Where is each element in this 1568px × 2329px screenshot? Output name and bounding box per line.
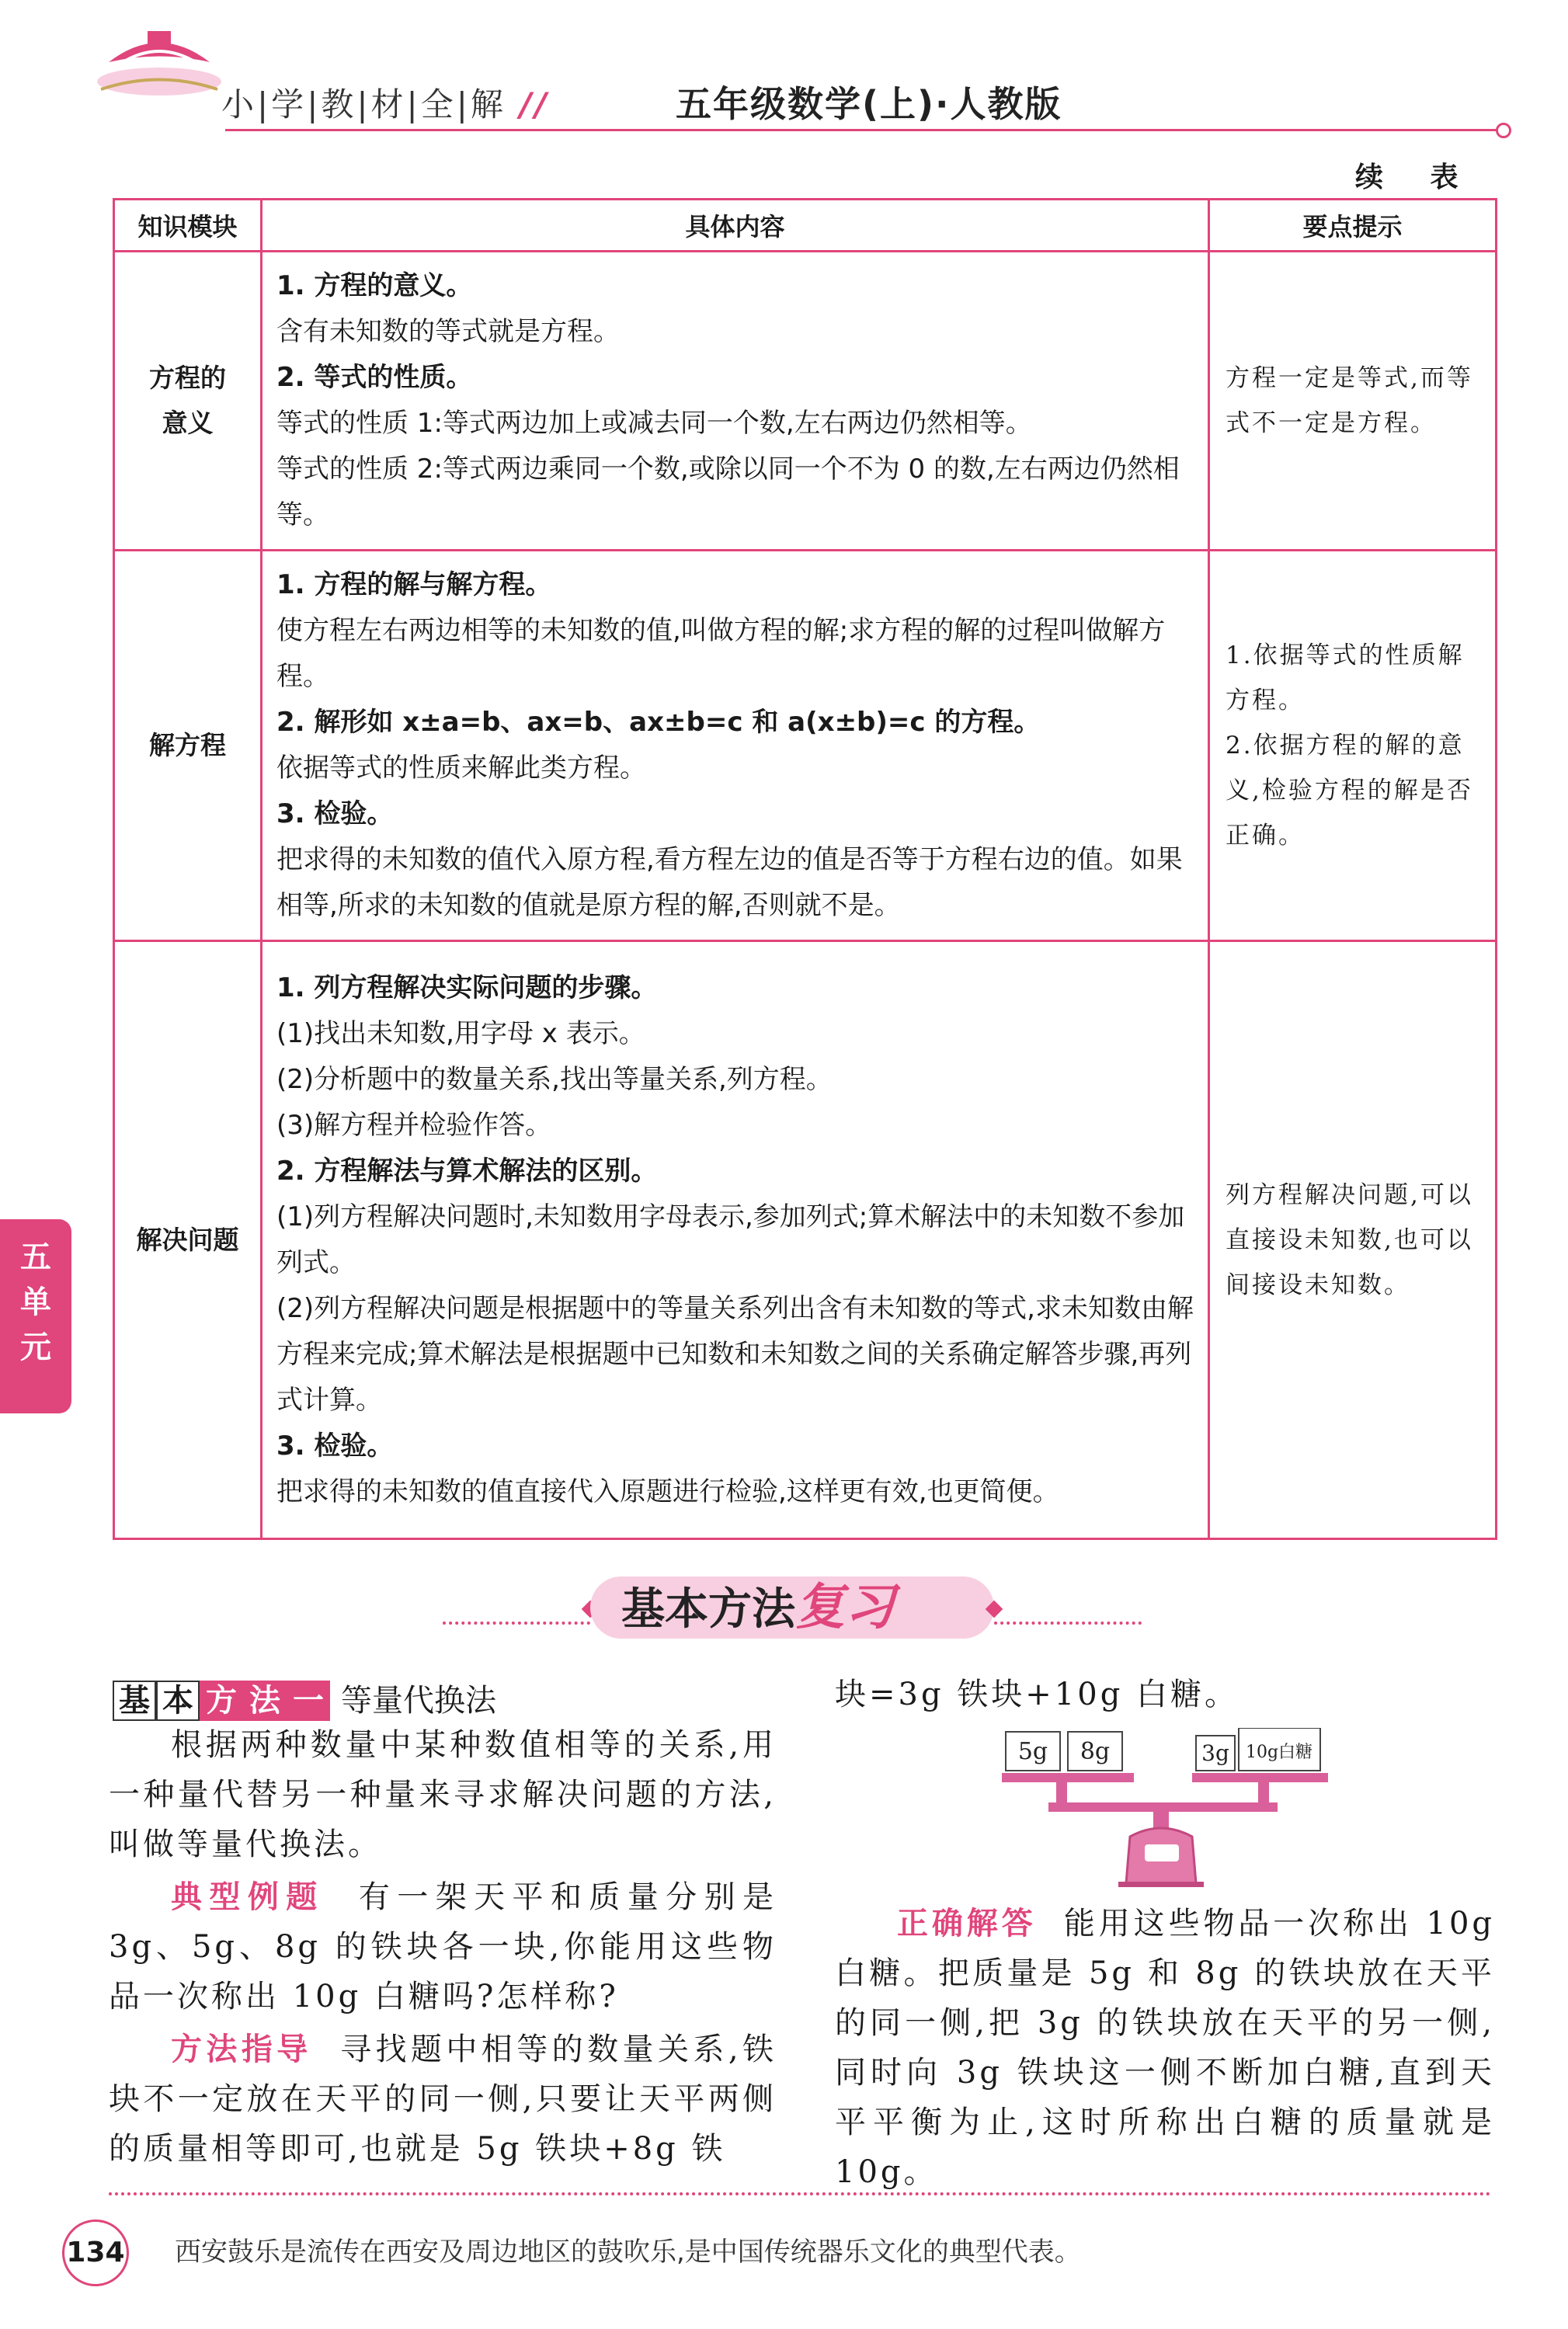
section-title: 基本方法复习 (621, 1579, 895, 1636)
content-cell: 1. 列方程解决实际问题的步骤。 (1)找出未知数,用字母 x 表示。 (2)分析题中的数量关系,找出等量关系,列方程。 (3)解方程并检验作答。 2. 方程解法与算术解法的区别。 (1)列方程解决问题时,未知数用字母表示,参加列式;算术解法中的未知数不参加列式。 (2)列方程解决问题是根据题中的等量关系列出含有未知数的等式,求未知数由解方程来完成;算术解法是根据题中已知数和未知数之间的关系确定解答步骤,再列式计算。 3. 检验。 把求得的未知数的值直接代入原题进行检验,这样更有效,也更简便。 (262, 941, 1209, 1539)
guide-paragraph: 方法指导 寻找题中相等的数量关系,铁块不一定放在天平的同一侧,只要让天平两侧的质量相等即可,也就是 5g 铁块+8g 铁 (109, 2032, 777, 2167)
header-rule (225, 129, 1499, 131)
footer-note: 西安鼓乐是流传在西安及周边地区的鼓吹乐,是中国传统器乐文化的典型代表。 (175, 2237, 1081, 2268)
guide-label: 方法指导 (171, 2032, 312, 2067)
header-tip: 要点提示 (1209, 200, 1497, 252)
method-name: 等量代换法 (341, 1683, 496, 1719)
balance-scale-illustration (1002, 1728, 1344, 1887)
answer-paragraph: 正确解答 能用这些物品一次称出 10g 白糖。把质量是 5g 和 8g 的铁块放在天平的同一侧,把 3g 的铁块放在天平的另一侧,同时向 3g 铁块这一侧不断加白糖,直到天平平衡为止,这时所称出白糖的质量就是 10g。 (835, 1906, 1496, 2190)
table-row (114, 551, 1497, 941)
answer-label: 正确解答 (897, 1906, 1037, 1941)
series-title: 小|学|教|材|全|解 // (221, 85, 550, 123)
table-row (114, 252, 1497, 551)
scale-dial (1145, 1844, 1179, 1861)
unit-side-tab: 五 单 元 (0, 1219, 71, 1413)
tip-cell: 1.依据等式的性质解方程。 2.依据方程的解的意义,检验方程的解是否正确。 (1209, 551, 1497, 941)
sugar-label: 10g白糖 (1245, 1743, 1313, 1762)
right-column (835, 1670, 1495, 1719)
table-header-row (114, 200, 1497, 252)
example-paragraph: 典型例题 有一架天平和质量分别是 3g、5g、8g 的铁块各一块,你能用这些物品一次称出 10g 白糖吗?怎样称? (109, 1879, 777, 2014)
section-dots-left (443, 1622, 590, 1625)
left-column (109, 1720, 777, 2174)
weight-3g-label: 3g (1201, 1740, 1229, 1766)
left-pan (1002, 1773, 1134, 1782)
module-cell: 方程的 意义 (114, 252, 262, 551)
weight-8g-label: 8g (1080, 1738, 1111, 1765)
scale-beam (1048, 1802, 1278, 1812)
guide-continued: 块=3g 铁块+10g 白糖。 (835, 1677, 1239, 1712)
content-cell: 1. 方程的意义。 含有未知数的等式就是方程。 2. 等式的性质。 等式的性质 1:等式两边加上或减去同一个数,左右两边仍然相等。 等式的性质 2:等式两边乘同一个数,或除以同一个不为 0 的数,左右两边仍然相等。 (262, 252, 1209, 551)
tip-cell: 方程一定是等式,而等式不一定是方程。 (1209, 252, 1497, 551)
method-tag: 基 本 方 法 一 等量代换法 (113, 1676, 496, 1721)
content-cell: 1. 方程的解与解方程。 使方程左右两边相等的未知数的值,叫做方程的解;求方程的解的过程叫做解方程。 2. 解形如 x±a=b、ax=b、ax±b=c 和 a(x±b)=c 的方程。 依据等式的性质来解此类方程。 3. 检验。 把求得的未知数的值代入原方程,看方程左边的值是否等于方程右边的值。如果相等,所求的未知数的值就是原方程的解,否则就不是。 (262, 551, 1209, 941)
book-logo (93, 8, 225, 101)
tip-cell: 列方程解决问题,可以直接设未知数,也可以间接设未知数。 (1209, 941, 1497, 1539)
module-cell: 解方程 (114, 551, 262, 941)
header-content: 具体内容 (262, 200, 1209, 252)
book-title: 五年级数学(上)·人教版 (676, 83, 1062, 125)
section-dots-right (994, 1622, 1142, 1625)
method-definition: 根据两种数量中某种数值相等的关系,用一种量代替另一种量来寻求解决问题的方法,叫做等量代换法。 (109, 1727, 777, 1862)
right-pan (1192, 1773, 1328, 1782)
table-row (114, 941, 1497, 1539)
page-number: 134 (62, 2220, 129, 2286)
header-module: 知识模块 (114, 200, 262, 252)
footer-rule (109, 2192, 1491, 2195)
example-label: 典型例题 (171, 1879, 325, 1915)
header-rule-dot (1496, 123, 1511, 138)
continued-label: 续 表 (1355, 162, 1477, 193)
module-cell: 解决问题 (114, 941, 262, 1539)
weight-5g-label: 5g (1017, 1738, 1048, 1765)
knowledge-table (113, 198, 1497, 1540)
